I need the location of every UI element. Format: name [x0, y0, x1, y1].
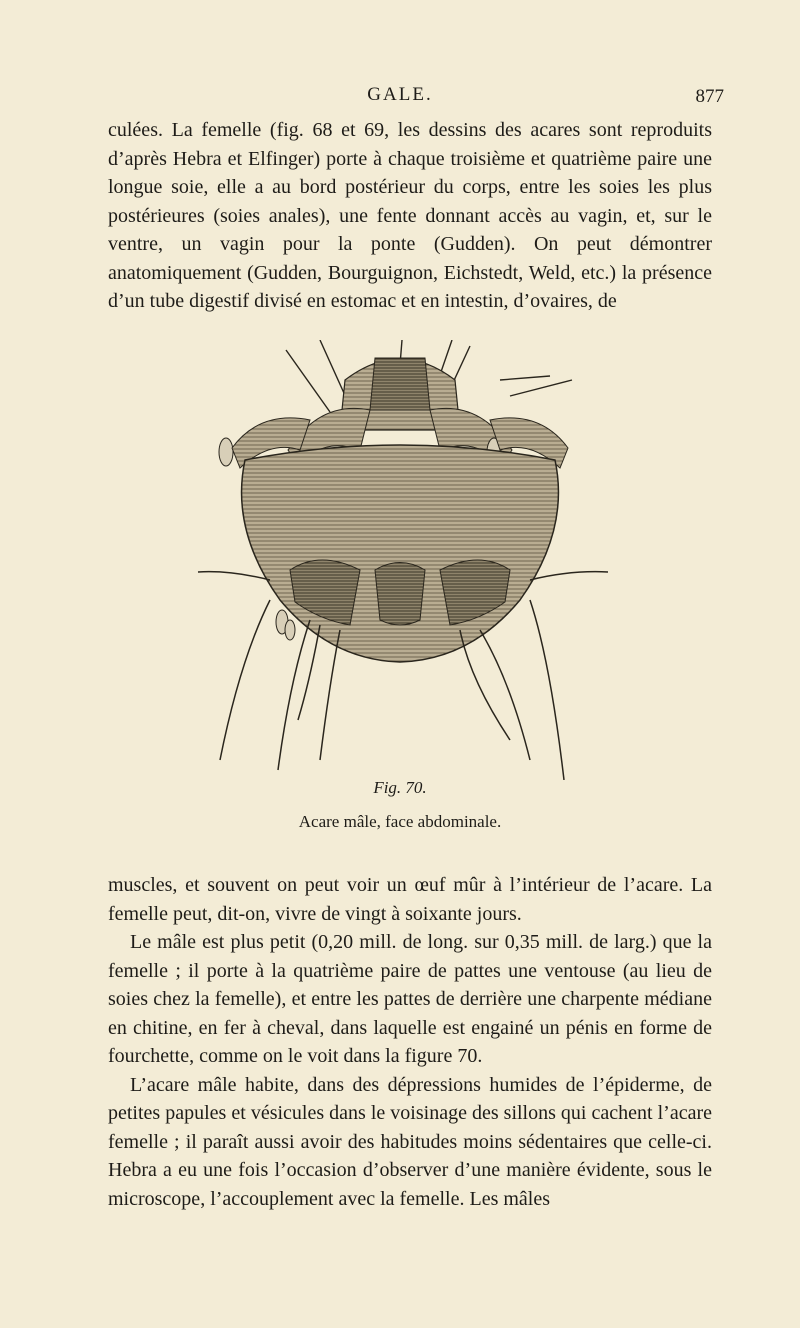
mite-engraving-image	[170, 340, 630, 780]
paragraph-bottom-2: Le mâle est plus petit (0,20 mill. de long. sur 0,35 mill. de larg.) que la femelle ; il porte à la quatrième paire de pattes une ventouse (au lieu de soies chez la femelle), et entre les pattes de derrière une charpente médiane en chitine, en fer à cheval, dans laquelle est engainé un pénis en forme de fourchette, comme on le voit dans la figure 70.	[108, 931, 712, 1067]
bottom-text-block	[108, 871, 712, 1213]
paragraph-top: culées. La femelle (fig. 68 et 69, les dessins des acares sont reproduits d’après Hebra et Elfinger) porte à chaque troisième et quatrième paire une longue soie, elle a au bord postérieur du corps, entre les soies les plus postérieures (soies anales), une fente donnant accès au vagin, et, sur le ventre, un vagin pour la ponte (Gudden). On peut démontrer anatomiquement (Gudden, Bourguignon, Eichstedt, Weld, etc.) la présence d’un tube digestif divisé en estomac et en intestin, d’ovaires, de	[108, 119, 712, 312]
figure-caption: Acare mâle, face abdominale.	[298, 812, 502, 831]
page-number: 877	[695, 86, 724, 107]
paragraph-bottom-1: muscles, et souvent on peut voir un œuf mûr à l’intérieur de l’acare. La femelle peut, dit-on, vivre de vingt à soixante jours.	[108, 874, 712, 925]
running-title: GALE.	[367, 84, 433, 105]
mite-illustration	[170, 340, 630, 780]
paragraph-bottom-3: L’acare mâle habite, dans des dépressions humides de l’épiderme, de petites papules et vésicules dans le voisinage des sillons qui cachent l’acare femelle ; il paraît aussi avoir des habitudes moins sédentaires que celle-ci. Hebra a eu une fois l’occasion d’observer d’une manière évidente, sous le microscope, l’accouplement avec la femelle. Les mâles	[108, 1073, 712, 1210]
figure-label: Fig. 70.	[373, 778, 427, 797]
